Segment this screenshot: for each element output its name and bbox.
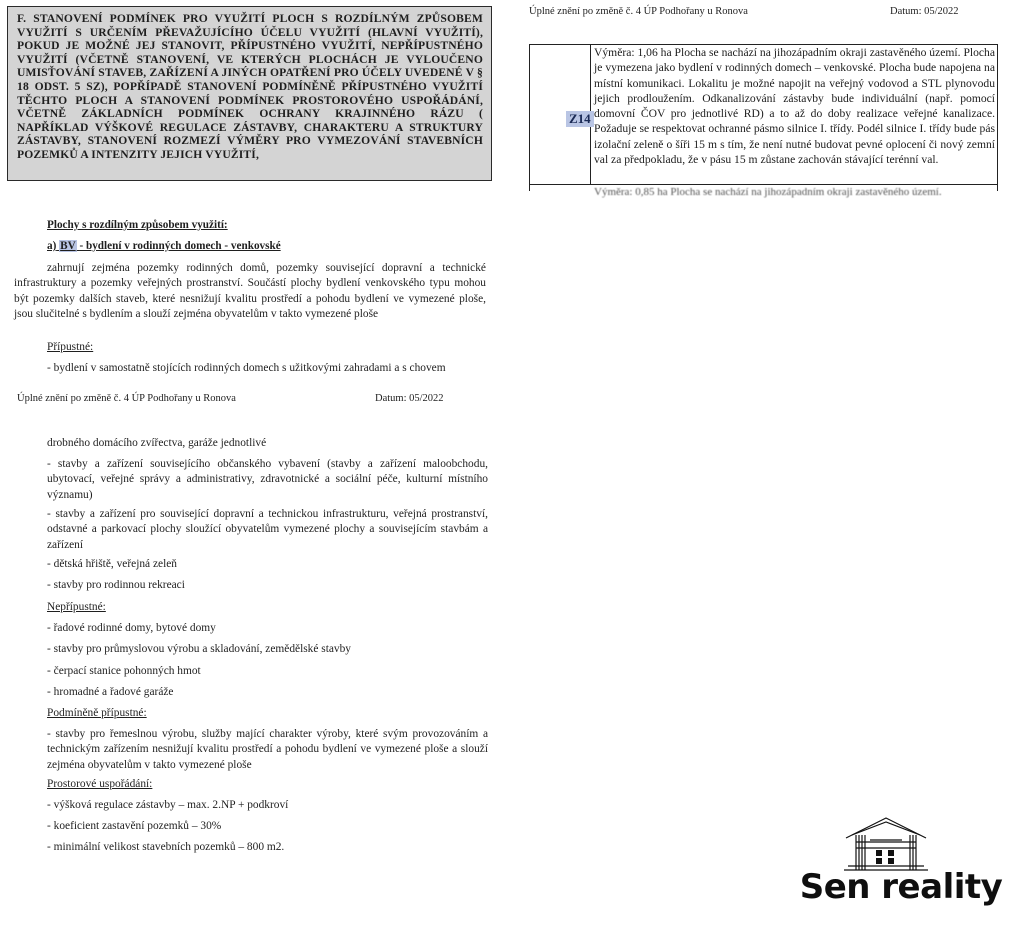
house-outline-icon <box>840 812 932 874</box>
bv-subheading-rest: - bydlení v rodinných domech - venkovské <box>79 240 281 252</box>
z14-description: Výměra: 1,06 ha Plocha se nachází na jihozápadním okraji zastavěného území. Plocha je vymezena jako bydlení v rodinných domech – venkovské. Plocha bude napojena na místní komunikaci. Lokalitu je možné napojit na veřejný vodovod a STL plynovodu jejich prodloužením. Odkanalizování zástavby bude individuální (např. pomocí domovní ČOV pro jednotlivé RD) a to až do doby realizace veřejné kanalizace. Požaduje se respektovat ochranné pásmo silnice I. třídy. Podél silnice I. třídy bude pás izolační zeleně o šíři 15 m s tím, že není nutné budovat pevné oplocení či nový zemní val za předpokladu, že v pásu 15 m zůstane zachován stávající terénní val. <box>594 46 995 167</box>
top-page-header <box>529 6 989 17</box>
podminene-item: - stavby pro řemeslnou výrobu, služby mající charakter výroby, které svým provozováním a technickým zařízením nesnižují kvalitu prostředí a pohodu bydlení ve vymezené ploše a slouží zejména obyvatelům v takto vymezené ploše <box>47 728 488 771</box>
top-header-date: Datum: 05/2022 <box>890 6 959 17</box>
section-heading-box <box>7 6 492 181</box>
nepripustne-item: - hromadné a řadové garáže <box>47 686 174 698</box>
bv-subheading-prefix: a) <box>47 240 57 252</box>
middle-header-title: Úplné znění po změně č. 4 ÚP Podhořany u Ronova <box>17 393 236 404</box>
pripustne-item: - stavby pro rodinnou rekreaci <box>47 579 185 591</box>
section-heading-text: F. STANOVENÍ PODMÍNEK PRO VYUŽITÍ PLOCH S ROZDÍLNÝM ZPŮSOBEM VYUŽITÍ S URČENÍM PŘEVAŽUJÍCÍHO ÚČELU VYUŽITÍ (HLAVNÍ VYUŽITÍ), POKUD JE MOŽNÉ JEJ STANOVIT, PŘÍPUSTNÉHO VYUŽITÍ, NEPŘÍPUSTNÉHO VYUŽITÍ (VČETNĚ STANOVENÍ, VE KTERÝCH PLOCHÁCH JE VYLOUČENO UMISŤOVÁNÍ STAVEB, ZAŘÍZENÍ A JINÝCH OPATŘENÍ PRO ÚČELY UVEDENÉ V § 18 ODST. 5 SZ), POPŘÍPADĚ STANOVENÍ PODMÍNĚNĚ PŘÍPUSTNÉHO VYUŽITÍ TĚCHTO PLOCH A STANOVENÍ PODMÍNEK PROSTOROVÉHO USPOŘÁDÁNÍ, VČETNĚ ZÁKLADNÍCH PODMÍNEK OCHRANY KRAJINNÉHO RÁZU ( NAPŘÍKLAD VÝŠKOVÉ REGULACE ZÁSTAVBY, CHARAKTERU A STRUKTURY ZÁSTAVBY, STANOVENÍ ROZMEZÍ VÝMĚRY PRO VYMEZOVÁNÍ STAVEBNÍCH POZEMKŮ A INTENZITY JEJICH VYUŽITÍ, <box>17 12 483 161</box>
z14-label: Z14 <box>566 111 594 127</box>
prostorove-label: Prostorové uspořádání: <box>47 778 153 790</box>
prostorove-item: - minimální velikost stavebních pozemků – 800 m2. <box>47 841 285 853</box>
pripustne-label: Přípustné: <box>47 341 94 353</box>
pripustne-item: - stavby a zařízení pro související dopravní a technickou infrastrukturu, veřejná prostranství, odstavné a parkovací plochy sloužící obyvatelům vymezené plochy a souvisejícím stavbám a zařízení <box>47 508 488 551</box>
continuation-line: drobného domácího zvířectva, garáže jednotlivé <box>47 437 267 449</box>
podminene-label: Podmíněně přípustné: <box>47 707 147 719</box>
z14-label-cell <box>530 45 591 185</box>
z14-table <box>529 44 998 198</box>
nepripustne-label: Nepřípustné: <box>47 601 106 613</box>
middle-page-header <box>17 393 487 404</box>
nepripustne-item: - řadové rodinné domy, bytové domy <box>47 622 216 634</box>
sen-reality-logo <box>790 812 1012 918</box>
prostorove-item: - výšková regulace zástavby – max. 2.NP + podkroví <box>47 799 289 811</box>
logo-text: Sen reality <box>799 867 1003 907</box>
nepripustne-item: - stavby pro průmyslovou výrobu a skladování, zemědělské stavby <box>47 643 352 655</box>
section-heading: Plochy s rozdílným způsobem využití: <box>47 219 228 231</box>
bv-intro-paragraph: zahrnují zejména pozemky rodinných domů, pozemky související dopravní a technické infrastruktury a pozemky veřejných prostranství. Součástí plochy bydlení venkovského typu mohou být pozemky dalších staveb, které nesnižují kvalitu prostředí a pohodu bydlení ve vymezené ploše, jsou slučitelné s bydlením a slouží zejména obyvatelům v takto vymezené ploše <box>14 262 486 321</box>
top-header-title: Úplné znění po změně č. 4 ÚP Podhořany u Ronova <box>529 6 748 17</box>
prostorove-item: - koeficient zastavění pozemků – 30% <box>47 820 222 832</box>
pripustne-item: - dětská hřiště, veřejná zeleň <box>47 558 177 570</box>
nepripustne-item: - čerpací stanice pohonných hmot <box>47 665 201 677</box>
bv-subheading <box>47 239 281 254</box>
pripustne-item: - stavby a zařízení souvisejícího občanského vybavení (stavby a zařízení maloobchodu, ubytovací, veřejné správy a administrativy, zdravotnické a sociální péče, kulturní místního významu) <box>47 458 488 501</box>
bv-code: BV <box>60 240 76 252</box>
pripustne-first-item: - bydlení v samostatně stojících rodinných domech s užitkovými zahradami a s chovem <box>47 362 446 374</box>
middle-header-date: Datum: 05/2022 <box>375 393 444 404</box>
next-row-cut-text: Výměra: 0,85 ha Plocha se nachází na jihozápadním okraji zastavěného území. <box>594 186 942 198</box>
